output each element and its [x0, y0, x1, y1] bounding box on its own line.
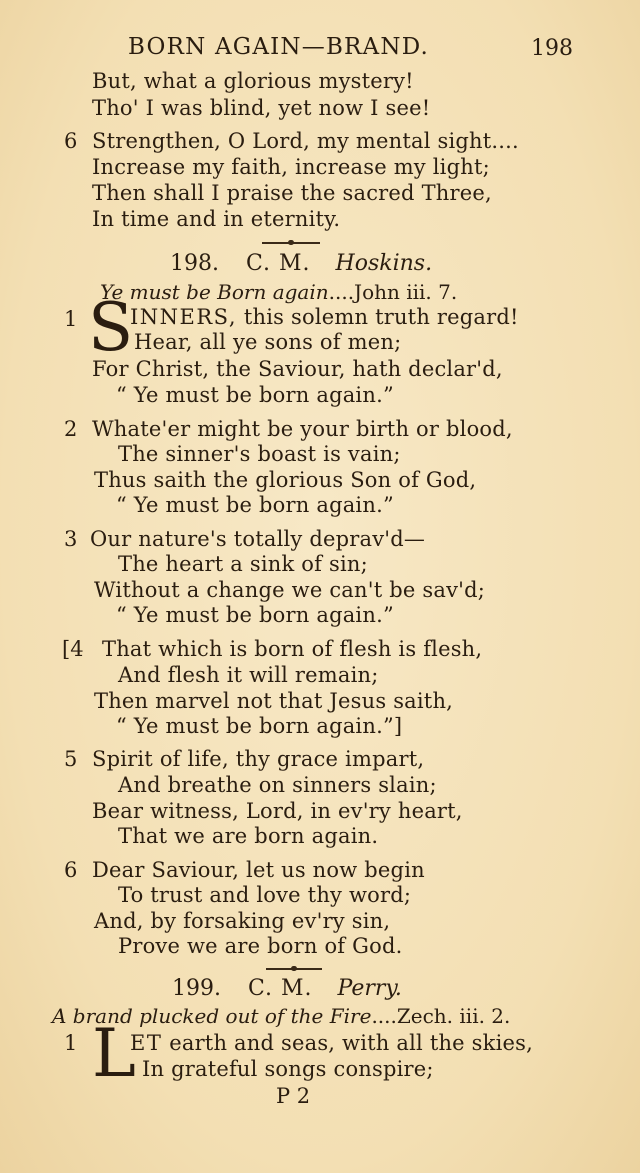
section-rule: [266, 968, 322, 970]
verse-line: Dear Saviour, let us now begin: [92, 858, 425, 882]
hymn-number: 199.: [172, 976, 221, 1001]
prev-s6-line-1: Strengthen, O Lord, my mental sight....: [92, 129, 519, 153]
subtitle-text: Ye must be Born again: [100, 280, 329, 304]
hymn-meter: C. M.: [245, 251, 311, 276]
first-line-rest: earth and seas, with all the skies,: [162, 1031, 533, 1055]
verse-line: Whate'er might be your birth or blood,: [92, 417, 513, 441]
stanza-number: 1: [64, 1031, 78, 1055]
hymn-198-heading: [170, 251, 432, 277]
stanza-number: 6: [64, 129, 78, 153]
stanza-first-line: [130, 304, 519, 330]
verse-line: And breathe on sinners slain;: [118, 773, 437, 797]
hymn-meter: C. M.: [247, 976, 313, 1001]
verse-line: In grateful songs conspire;: [142, 1057, 434, 1081]
first-line-rest: this solemn truth regard!: [237, 305, 519, 329]
prev-s6-line-4: In time and in eternity.: [92, 207, 341, 231]
first-word-caps: ET: [130, 1031, 163, 1055]
page-number: 198: [531, 36, 573, 61]
verse-line: “ Ye must be born again.”]: [116, 714, 403, 738]
scripture-reference: ....Zech. iii. 2.: [371, 1004, 511, 1028]
verse-line: Without a change we can't be sav'd;: [94, 578, 486, 602]
first-word-caps: INNERS,: [130, 305, 237, 329]
stanza-number: 6: [64, 858, 78, 882]
prev-s6-line-2: Increase my faith, increase my light;: [92, 155, 490, 179]
verse-line: The sinner's boast is vain;: [118, 442, 401, 466]
drop-cap: L: [92, 1015, 136, 1092]
verse-line: Prove we are born of God.: [118, 934, 403, 958]
verse-line: The heart a sink of sin;: [118, 552, 368, 576]
scripture-reference: ....John iii. 7.: [328, 280, 458, 304]
drop-cap: S: [88, 289, 134, 366]
hymn-198-subtitle: [100, 279, 457, 305]
stanza-number: 2: [64, 417, 78, 441]
verse-line: Bear witness, Lord, in ev'ry heart,: [92, 799, 463, 823]
verse-line: That we are born again.: [118, 824, 379, 848]
stanza-number: 5: [64, 747, 78, 771]
section-rule: [262, 242, 320, 244]
verse-line: “ Ye must be born again.”: [116, 603, 394, 627]
verse-line: Spirit of life, thy grace impart,: [92, 747, 425, 771]
stanza-number: 1: [64, 307, 78, 331]
hymn-number: 198.: [170, 251, 219, 276]
subtitle-text: A brand plucked out of the Fire: [52, 1004, 372, 1028]
prev-s6-line-3: Then shall I praise the sacred Three,: [92, 181, 492, 205]
verse-line: That which is born of flesh is flesh,: [102, 637, 483, 661]
stanza-first-line: [130, 1030, 533, 1056]
verse-line: Hear, all ye sons of men;: [134, 330, 402, 354]
stanza-number: [4: [62, 637, 84, 661]
running-head: BORN AGAIN—BRAND.: [128, 34, 430, 60]
hymn-199-heading: [172, 976, 402, 1002]
verse-line: To trust and love thy word;: [118, 883, 412, 907]
verse-line: And, by forsaking ev'ry sin,: [94, 909, 391, 933]
hymn-tune: Hoskins.: [335, 251, 433, 276]
verse-line: Thus saith the glorious Son of God,: [94, 468, 477, 492]
signature-mark: P 2: [276, 1084, 311, 1108]
hymn-tune: Perry.: [337, 976, 402, 1001]
verse-line: Our nature's totally deprav'd—: [90, 527, 426, 551]
verse-line: For Christ, the Saviour, hath declar'd,: [92, 357, 503, 381]
verse-line: And flesh it will remain;: [118, 663, 379, 687]
prev-line-2: Tho' I was blind, yet now I see!: [92, 96, 431, 120]
stanza-number: 3: [64, 527, 78, 551]
verse-line: Then marvel not that Jesus saith,: [94, 689, 454, 713]
verse-line: “ Ye must be born again.”: [116, 383, 394, 407]
verse-line: “ Ye must be born again.”: [116, 493, 394, 517]
prev-line-1: But, what a glorious mystery!: [92, 69, 414, 93]
